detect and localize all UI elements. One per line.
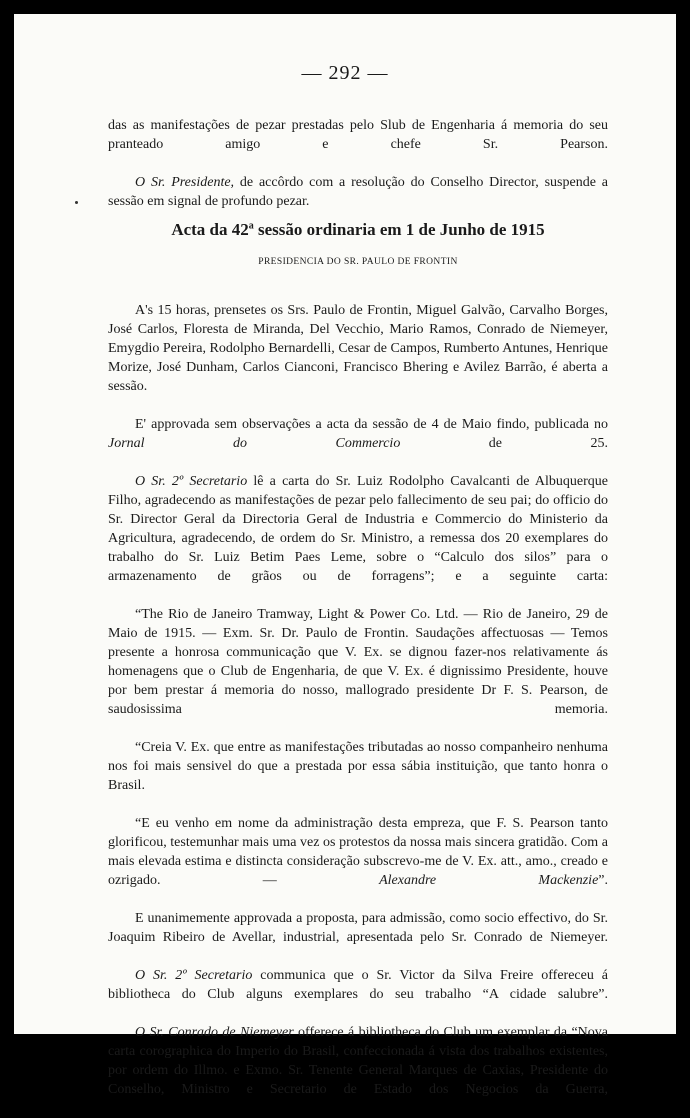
admission-paragraph: E unanimemente approvada a proposta, para admissão, como socio effectivo, do Sr. Joaquim Ribeiro de Avellar, industrial, apresentada pelo Sr. Conrado de Niemeyer. <box>108 911 608 945</box>
intro-block <box>108 116 608 211</box>
secretary-reading-text: lê a carta do Sr. Luiz Rodolpho Cavalcanti de Albuquerque Filho, agradecendo as manifestações de pezar pelo fallecimento de seu pai; do officio do Sr. Director Geral da Directoria Geral de Industria e Commercio do Ministerio da Agricultura, agradecendo, de ordem do Sr. Ministro, a remessa dos 20 exemplares do trabalho do Sr. Luiz Betim Paes Leme, sobre o “Calculo dos silos” para o armazenamento de grãos ou de forragens”; e a seguinte carta: <box>108 474 608 584</box>
presidency-subheading: PRESIDENCIA DO SR. PAULO DE FRONTIN <box>258 257 458 267</box>
approval-date: de 25. <box>400 436 609 451</box>
approval-paragraph <box>108 415 608 472</box>
donation-paragraph <box>108 966 608 1023</box>
document-page <box>14 14 676 1097</box>
heading-superscript: a <box>248 220 254 232</box>
speaker-president: O Sr. Presidente, <box>135 175 235 190</box>
letter-closing-text: “E eu venho em nome da administração desta empreza, que F. S. Pearson tanto glorificou, testemunhar mais uma vez os protestos da nossa mais sincera gratidão. Com a mais elevada estima e distincta consideração subscrevo-me de V. Ex. att., amo., creado e ozrigado. — <box>108 816 608 888</box>
section-heading <box>108 220 608 240</box>
attendance-paragraph: A's 15 horas, prensetes os Srs. Paulo de Frontin, Miguel Galvão, Carvalho Borges, José Carlos, Floresta de Miranda, Del Vecchio, Mario Ramos, Conrado de Niemeyer, Emygdio Pereira, Rodolpho Bernardelli, Cesar de Campos, Rumberto Antunes, Henrique Morize, José Dunham, Carlos Cianconi, Francisco Bhering e Avilez Barrão, é aberta a sessão. <box>108 303 608 394</box>
letter-paragraph-1: “The Rio de Janeiro Tramway, Light & Power Co. Ltd. — Rio de Janeiro, 29 de Maio de 1915. — Exm. Sr. Dr. Paulo de Frontin. Saudações affectuosas — Temos presente a honrosa communicação que V. Ex. se dignou fazer-nos relativamente ás homenagens que o Club de Engenharia, de que V. Ex. é dignissimo Presidente, houve por bem prestar á memoria do nosso, mallogrado presidente Dr F. S. Pearson, de saudosissima memoria. <box>108 607 608 717</box>
speaker-secretary: O Sr. 2º Secretario <box>135 474 248 489</box>
secretary-reading-paragraph <box>108 472 608 605</box>
letter-paragraph-3 <box>108 814 608 909</box>
speaker-niemeyer: O Sr. Conrado de Niemeyer <box>135 1025 294 1040</box>
letter-signature: Alexandre Mackenzie <box>379 873 599 888</box>
heading-text-before: Acta da 42 <box>171 220 249 239</box>
heading-text-after: sessão ordinaria em 1 de Junho de 1915 <box>253 220 545 239</box>
map-offer-text: offerece á bibliotheca do Club um exemplar da “Nova carta corographica do Imperio do Brasil, confeccionada á vista dos trabalhos existentes, por ordem do Illmo. e Exmo. Sr. Tenente General Marques de Caxias, Presidente do Conselho, Ministro e Secretario de Estado dos Negocios da Guerra, <box>108 1025 608 1097</box>
intro-paragraph-2 <box>108 173 608 211</box>
donation-text: communica que o Sr. Victor da Silva Freire offereceu á bibliotheca do Club alguns exemplares do seu trabalho “A cidade salubre”. <box>108 968 608 1002</box>
letter-closing-quote: ”. <box>598 873 609 888</box>
intro-paragraph-2-text: de accôrdo com a resolução do Conselho Director, suspende a sessão em signal de profundo pezar. <box>108 175 608 209</box>
newspaper-title: Jornal do Commercio <box>108 436 401 451</box>
print-speck <box>75 201 78 204</box>
approval-text: E' approvada sem observações a acta da sessão de 4 de Maio findo, publicada no <box>135 417 608 432</box>
map-offer-paragraph <box>108 1023 608 1118</box>
page-number: — 292 — <box>301 62 389 84</box>
minutes-body <box>108 301 608 1118</box>
speaker-secretary-2: O Sr. 2º Secretario <box>135 968 253 983</box>
intro-paragraph-1: das as manifestações de pezar prestadas pelo Slub de Engenharia á memoria do seu pranteado amigo e chefe Sr. Pearson. <box>108 118 608 152</box>
letter-paragraph-2: “Creia V. Ex. que entre as manifestações tributadas ao nosso companheiro nenhuma nos foi mais sensivel do que a prestada por essa sábia instituição, que tanto honra o Brasil. <box>108 740 608 793</box>
